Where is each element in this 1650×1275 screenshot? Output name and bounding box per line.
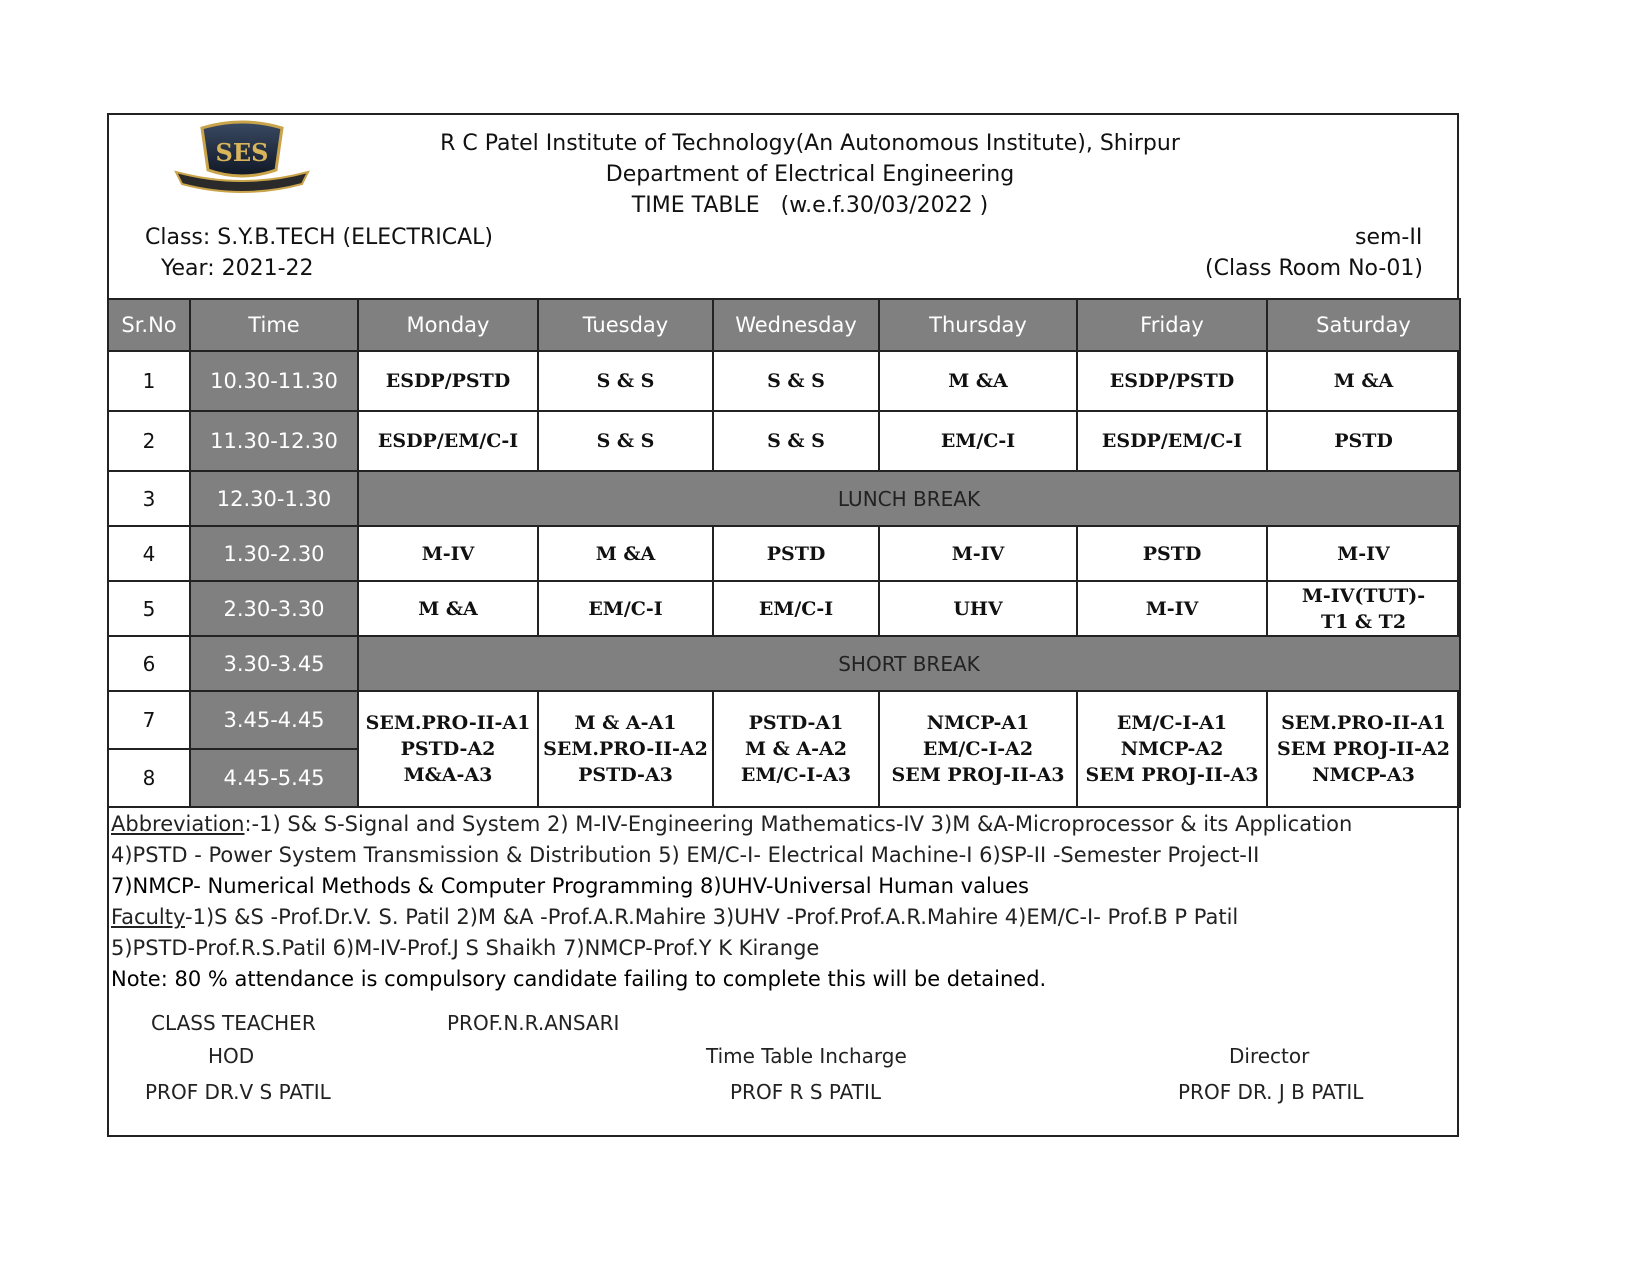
attendance-note: Note: 80 % attendance is compulsory candidate failing to complete this will be detained. <box>111 967 1047 991</box>
abbreviation-text: :-1) S& S-Signal and System 2) M-IV-Engineering Mathematics-IV 3)M &A-Microprocessor & its Application <box>244 812 1353 836</box>
lunch-break-cell: LUNCH BREAK <box>358 471 1460 526</box>
incharge-name: PROF R S PATIL <box>730 1080 882 1104</box>
lab-cell: SEM.PRO-II-A1 SEM PROJ-II-A2 NMCP-A3 <box>1267 691 1460 807</box>
short-break-cell: SHORT BREAK <box>358 636 1460 691</box>
abbreviation-label: Abbreviation <box>111 812 245 836</box>
table-row <box>108 351 1460 411</box>
subject-cell: S & S <box>713 411 879 471</box>
col-header-wednesday: Wednesday <box>713 299 879 351</box>
sr-cell: 6 <box>108 636 190 691</box>
subject-cell: EM/C-I <box>879 411 1077 471</box>
page-title: TIME TABLE (w.e.f.30/03/2022 ) <box>631 193 989 218</box>
subject-cell: PSTD <box>1077 526 1267 581</box>
department-name: Department of Electrical Engineering <box>605 162 1015 187</box>
table-row <box>108 581 1460 636</box>
break-row <box>108 636 1460 691</box>
abbreviation-line-3: 7)NMCP- Numerical Methods & Computer Programming 8)UHV-Universal Human values <box>111 874 1029 898</box>
subject-cell: M &A <box>358 581 538 636</box>
subject-cell: S & S <box>713 351 879 411</box>
sem-label: sem-II <box>1355 225 1423 250</box>
director-name: PROF DR. J B PATIL <box>1178 1080 1364 1104</box>
time-cell: 4.45-5.45 <box>190 749 358 807</box>
sr-cell: 8 <box>108 749 190 807</box>
time-cell: 12.30-1.30 <box>190 471 358 526</box>
lab-cell: NMCP-A1 EM/C-I-A2 SEM PROJ-II-A3 <box>879 691 1077 807</box>
sr-cell: 1 <box>108 351 190 411</box>
lab-cell: M & A-A1 SEM.PRO-II-A2 PSTD-A3 <box>538 691 713 807</box>
abbreviation-line-2: 4)PSTD - Power System Transmission & Distribution 5) EM/C-I- Electrical Machine-I 6)SP-II -Semester Project-II <box>111 843 1260 867</box>
col-header-thursday: Thursday <box>879 299 1077 351</box>
subject-cell: PSTD <box>1267 411 1460 471</box>
hod-label: HOD <box>208 1044 255 1068</box>
faculty-line-1 <box>111 905 1238 929</box>
table-row <box>108 526 1460 581</box>
faculty-text: -1)S &S -Prof.Dr.V. S. Patil 2)M &A -Prof.A.R.Mahire 3)UHV -Prof.Prof.A.R.Mahire 4)EM/C-I- Prof.B P Patil <box>185 905 1239 929</box>
sr-cell: 2 <box>108 411 190 471</box>
director-label: Director <box>1229 1044 1310 1068</box>
col-header-time: Time <box>190 299 358 351</box>
institute-logo <box>172 118 312 194</box>
subject-cell: M-IV <box>1077 581 1267 636</box>
class-teacher-name: PROF.N.R.ANSARI <box>447 1011 620 1035</box>
break-row <box>108 471 1460 526</box>
col-header-monday: Monday <box>358 299 538 351</box>
sr-cell: 5 <box>108 581 190 636</box>
lab-cell: PSTD-A1 M & A-A2 EM/C-I-A3 <box>713 691 879 807</box>
time-cell: 3.45-4.45 <box>190 691 358 749</box>
header-row <box>108 299 1460 351</box>
abbreviation-line-1 <box>111 812 1352 836</box>
subject-cell: UHV <box>879 581 1077 636</box>
institute-name: R C Patel Institute of Technology(An Autonomous Institute), Shirpur <box>440 131 1180 156</box>
time-cell: 1.30-2.30 <box>190 526 358 581</box>
lab-row <box>108 691 1460 749</box>
time-cell: 2.30-3.30 <box>190 581 358 636</box>
col-header-tuesday: Tuesday <box>538 299 713 351</box>
table-row <box>108 411 1460 471</box>
subject-cell: ESDP/PSTD <box>358 351 538 411</box>
lab-cell: SEM.PRO-II-A1 PSTD-A2 M&A-A3 <box>358 691 538 807</box>
subject-cell: M-IV <box>1267 526 1460 581</box>
subject-cell: S & S <box>538 411 713 471</box>
col-header-srno: Sr.No <box>108 299 190 351</box>
class-label: Class: S.Y.B.TECH (ELECTRICAL) <box>145 225 494 250</box>
class-teacher-label: CLASS TEACHER <box>151 1011 316 1035</box>
subject-cell: M-IV(TUT)- T1 & T2 <box>1267 581 1460 636</box>
year-label: Year: 2021-22 <box>161 256 314 281</box>
subject-cell: PSTD <box>713 526 879 581</box>
faculty-line-2: 5)PSTD-Prof.R.S.Patil 6)M-IV-Prof.J S Shaikh 7)NMCP-Prof.Y K Kirange <box>111 936 820 960</box>
sr-cell: 3 <box>108 471 190 526</box>
incharge-label: Time Table Incharge <box>706 1044 907 1068</box>
faculty-label: Faculty <box>111 905 186 929</box>
subject-cell: S & S <box>538 351 713 411</box>
subject-cell: EM/C-I <box>538 581 713 636</box>
subject-cell: EM/C-I <box>713 581 879 636</box>
subject-cell: M-IV <box>358 526 538 581</box>
subject-cell: M &A <box>538 526 713 581</box>
lab-cell: EM/C-I-A1 NMCP-A2 SEM PROJ-II-A3 <box>1077 691 1267 807</box>
room-label: (Class Room No-01) <box>1205 256 1423 281</box>
subject-cell: ESDP/EM/C-I <box>358 411 538 471</box>
subject-cell: ESDP/EM/C-I <box>1077 411 1267 471</box>
time-cell: 11.30-12.30 <box>190 411 358 471</box>
hod-name: PROF DR.V S PATIL <box>145 1080 331 1104</box>
subject-cell: M-IV <box>879 526 1077 581</box>
time-cell: 10.30-11.30 <box>190 351 358 411</box>
time-cell: 3.30-3.45 <box>190 636 358 691</box>
subject-cell: M &A <box>879 351 1077 411</box>
subject-cell: ESDP/PSTD <box>1077 351 1267 411</box>
sr-cell: 7 <box>108 691 190 749</box>
col-header-saturday: Saturday <box>1267 299 1460 351</box>
svg-text:SES: SES <box>215 138 269 167</box>
subject-cell: M &A <box>1267 351 1460 411</box>
sr-cell: 4 <box>108 526 190 581</box>
timetable <box>107 298 1461 808</box>
col-header-friday: Friday <box>1077 299 1267 351</box>
